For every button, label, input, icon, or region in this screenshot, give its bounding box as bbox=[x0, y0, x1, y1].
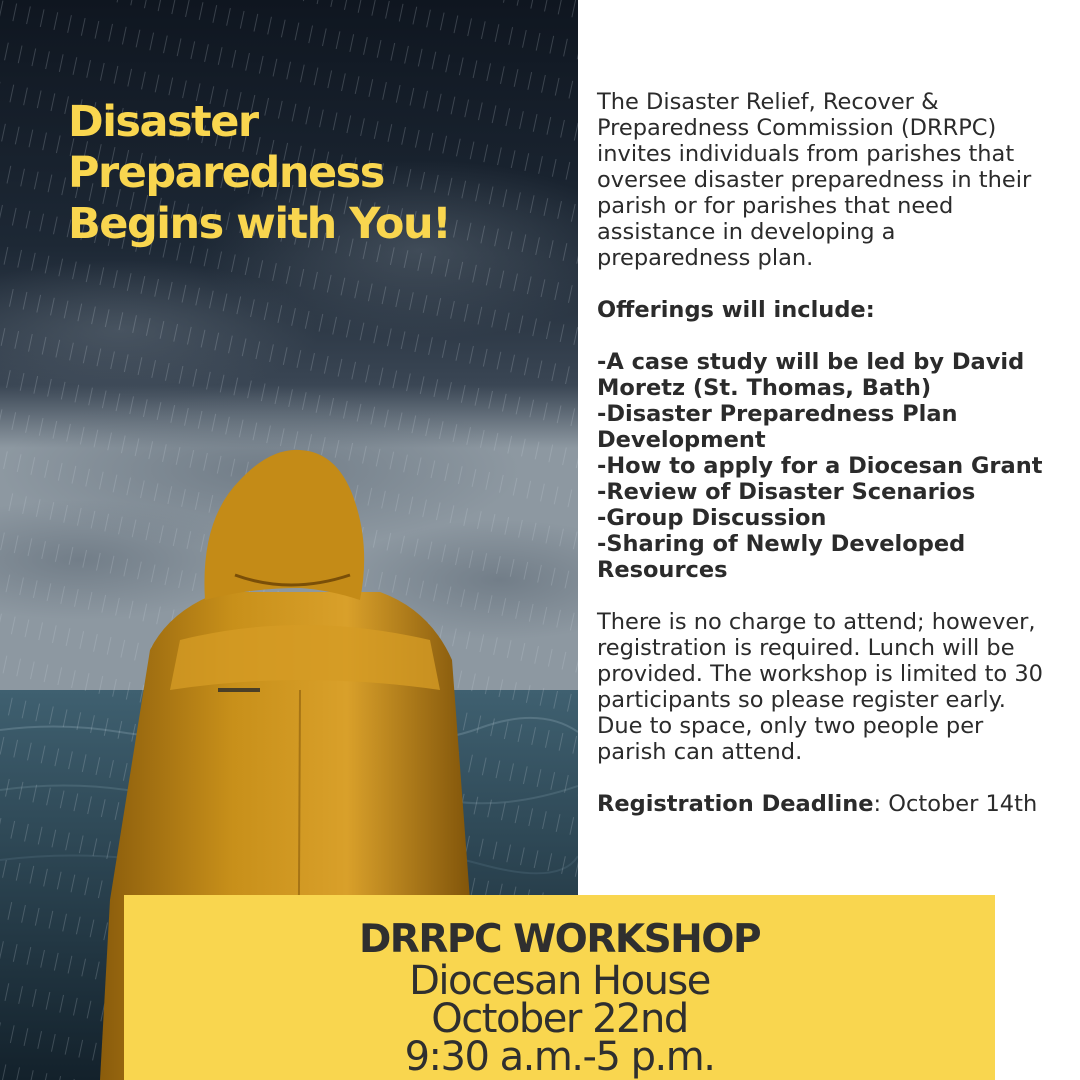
intro-line: assistance in developing a bbox=[597, 219, 896, 245]
offering-item: -Sharing of Newly Developed bbox=[597, 531, 966, 557]
offering-item: -How to apply for a Diocesan Grant bbox=[597, 453, 1043, 479]
offerings-heading: Offerings will include: bbox=[597, 297, 875, 323]
intro-line: preparedness plan. bbox=[597, 245, 814, 271]
deadline-separator: : bbox=[873, 791, 882, 817]
workshop-date: October 22nd bbox=[431, 996, 688, 1042]
offerings-list bbox=[597, 349, 1067, 583]
offering-item: Moretz (St. Thomas, Bath) bbox=[597, 375, 932, 401]
workshop-banner bbox=[124, 895, 995, 1080]
headline-line: Begins with You! bbox=[68, 199, 451, 249]
workshop-location: Diocesan House bbox=[409, 958, 710, 1004]
workshop-time: 9:30 a.m.-5 p.m. bbox=[404, 1034, 715, 1080]
deadline-label: Registration Deadline bbox=[597, 791, 874, 817]
intro-line: parish or for parishes that need bbox=[597, 193, 954, 219]
offering-item: -Group Discussion bbox=[597, 505, 827, 531]
offering-item: -A case study will be led by David bbox=[597, 349, 1025, 375]
intro-line: oversee disaster preparedness in their bbox=[597, 167, 1032, 193]
details-line: registration is required. Lunch will be bbox=[597, 635, 1015, 661]
intro-line: invites individuals from parishes that bbox=[597, 141, 1015, 167]
intro-paragraph bbox=[597, 89, 1067, 271]
details-paragraph bbox=[597, 609, 1067, 765]
details-line: parish can attend. bbox=[597, 739, 803, 765]
workshop-title: DRRPC WORKSHOP bbox=[358, 917, 761, 962]
details-line: provided. The workshop is limited to 30 bbox=[597, 661, 1043, 687]
details-line: Due to space, only two people per bbox=[597, 713, 984, 739]
details-line: There is no charge to attend; however, bbox=[597, 609, 1036, 635]
offering-item: Resources bbox=[597, 557, 728, 583]
headline-line: Disaster bbox=[68, 97, 258, 147]
intro-line: Preparedness Commission (DRRPC) bbox=[597, 115, 997, 141]
registration-deadline bbox=[597, 791, 1067, 817]
offering-item: -Review of Disaster Scenarios bbox=[597, 479, 976, 505]
headline-line: Preparedness bbox=[68, 148, 384, 198]
headline bbox=[68, 97, 548, 250]
description-panel bbox=[597, 89, 1067, 817]
deadline-value: October 14th bbox=[881, 791, 1038, 817]
offering-item: Development bbox=[597, 427, 766, 453]
details-line: participants so please register early. bbox=[597, 687, 1006, 713]
offering-item: -Disaster Preparedness Plan bbox=[597, 401, 958, 427]
intro-line: The Disaster Relief, Recover & bbox=[597, 89, 939, 115]
